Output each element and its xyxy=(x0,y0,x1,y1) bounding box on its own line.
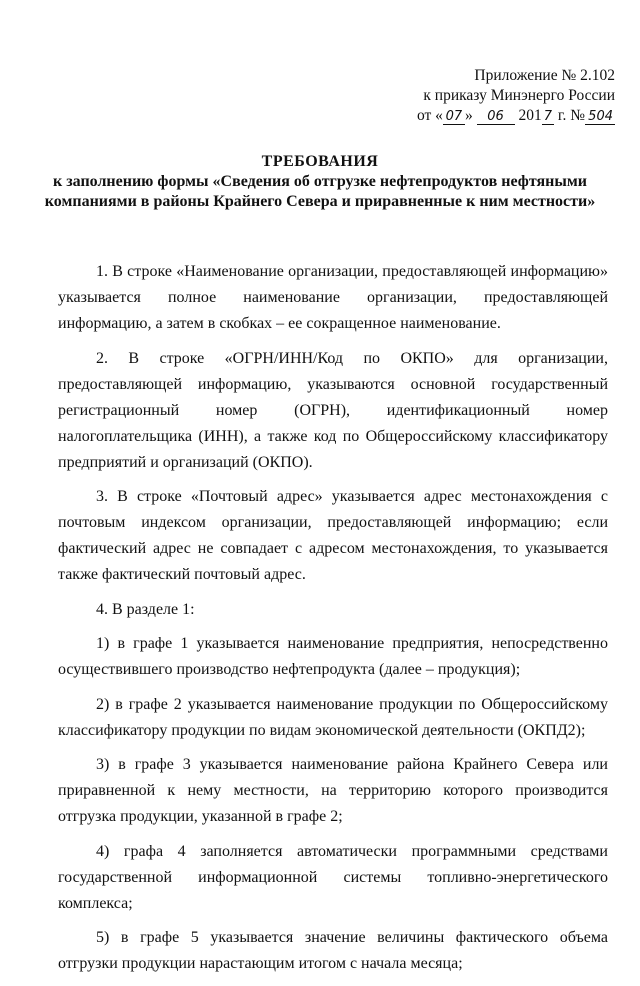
handwritten-year-digit: 7 xyxy=(543,109,552,124)
appendix-number: Приложение № 2.102 xyxy=(474,67,615,84)
paragraph-4: 4. В разделе 1: xyxy=(96,600,195,618)
handwritten-order-number: 504 xyxy=(585,110,615,125)
list-item-1: 1) в графе 1 указывается наименование предприятия, непосредственно осуществившего производство нефтепродукта (далее – продукция); xyxy=(58,635,608,678)
handwritten-day: 07 xyxy=(443,110,465,125)
date-prefix: от « xyxy=(416,107,443,124)
year-prefix: 201 xyxy=(518,107,542,124)
appendix-header xyxy=(400,66,615,126)
document-body xyxy=(58,259,608,986)
list-item-3: 3) в графе 3 указывается наименование района Крайнего Севера или приравненной к нему местности, на территорию которого производится отгрузка продукции, указанной в графе 2; xyxy=(58,756,608,825)
list-item-4: 4) графа 4 заполняется автоматически программными средствами государственной информационной системы топливно-энергетического комплекса; xyxy=(58,842,608,912)
document-title: ТРЕБОВАНИЯ xyxy=(261,153,379,170)
paragraph-1: 1. В строке «Наименование организации, предоставляющей информацию» указывается полное наименование организации, предоставляющей информацию, а затем в скобках – ее сокращенное наименование. xyxy=(58,263,608,332)
appendix-order-ref: к приказу Минэнерго России xyxy=(423,87,615,104)
handwritten-month: 06 xyxy=(477,110,515,125)
date-mid: » xyxy=(464,107,473,124)
paragraph-2: 2. В строке «ОГРН/ИНН/Код по ОКПО» для организации, предоставляющей информацию, указываются основной государственный регистрационный номер (ОГРН), идентификационный номер налогоплательщика (ИНН), а также код по Общероссийскому классификатору предприятий и организаций (ОКПО). xyxy=(58,349,608,471)
list-item-2: 2) в графе 2 указывается наименование продукции по Общероссийскому классификатору продукции по видам экономической деятельности (ОКПД2); xyxy=(58,695,608,739)
appendix-date-line xyxy=(400,106,615,126)
list-item-5: 5) в графе 5 указывается значение величины фактического объема отгрузки продукции нарастающим итогом с начала месяца; xyxy=(58,929,608,972)
paragraph-3: 3. В строке «Почтовый адрес» указывается адрес местонахождения с почтовым индексом организации, предоставляющей информацию; если фактический адрес не совпадает с адресом местонахождения, то указывается также фактический почтовый адрес. xyxy=(58,488,608,583)
document-subtitle-line-2: компаниями в районы Крайнего Севера и приравненные к ним местности» xyxy=(44,193,596,210)
document-title-block xyxy=(40,152,600,212)
document-subtitle-line-1: к заполнению формы «Сведения об отгрузке нефтепродуктов нефтяными xyxy=(53,173,587,190)
year-suffix: г. № xyxy=(553,107,585,124)
